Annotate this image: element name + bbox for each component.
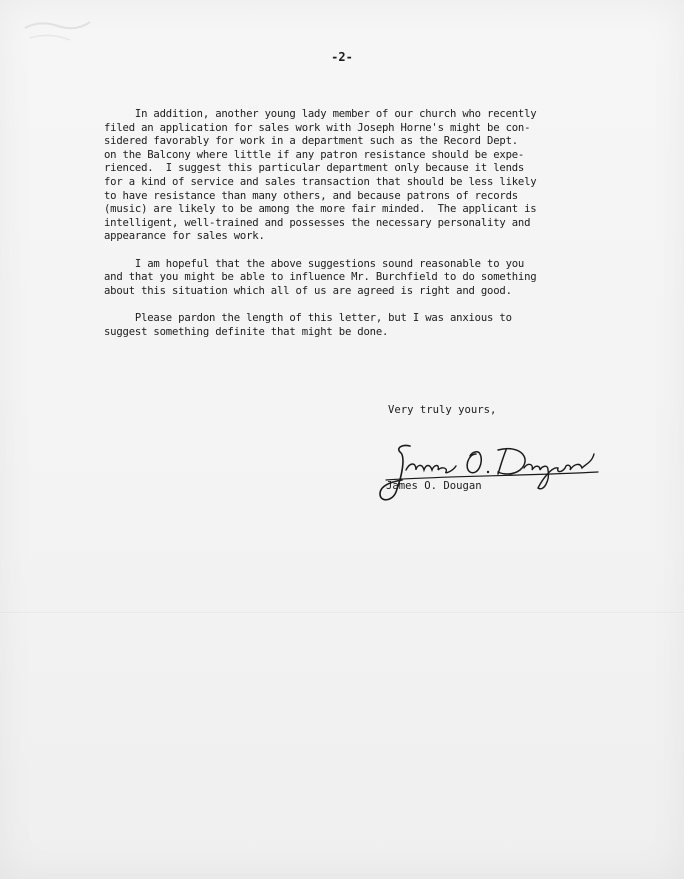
text-line: intelligent, well-trained and possesses the necessary personality and [104, 216, 531, 229]
text-line: I am hopeful that the above suggestions sound reasonable to you [104, 257, 525, 270]
text-line: and that you might be able to influence Mr. Burchfield to do something [104, 271, 537, 284]
paragraph-3 [104, 312, 624, 339]
paper-fold [0, 612, 684, 614]
text-line: appearance for sales work. [104, 230, 265, 243]
text-line: Please pardon the length of this letter, but I was anxious to [104, 311, 512, 324]
typed-signature-name: James O. Dougan [386, 480, 482, 492]
page-number: -2- [331, 50, 353, 64]
text-line: on the Balcony where little if any patron resistance should be expe- [104, 148, 525, 161]
handwritten-signature-icon [372, 436, 602, 508]
text-line: In addition, another young lady member of our church who recently [104, 108, 537, 120]
text-line: (music) are likely to be among the more fair minded. The applicant is [104, 203, 537, 216]
paper-smudge-icon [20, 10, 100, 50]
letter-body [104, 108, 624, 353]
paragraph-1 [104, 108, 624, 244]
text-line: to have resistance than many others, and because patrons of records [104, 189, 518, 202]
closing-salutation: Very truly yours, [388, 404, 497, 416]
text-line: rienced. I suggest this particular department only because it lends [104, 162, 525, 175]
text-line: filed an application for sales work with Joseph Horne's might be con- [104, 121, 531, 134]
text-line: about this situation which all of us are agreed is right and good. [104, 284, 512, 297]
text-line: suggest something definite that might be done. [104, 325, 389, 338]
text-line: sidered favorably for work in a department such as the Record Dept. [104, 135, 518, 148]
paragraph-2 [104, 258, 624, 299]
text-line: for a kind of service and sales transaction that should be less likely [104, 175, 537, 188]
